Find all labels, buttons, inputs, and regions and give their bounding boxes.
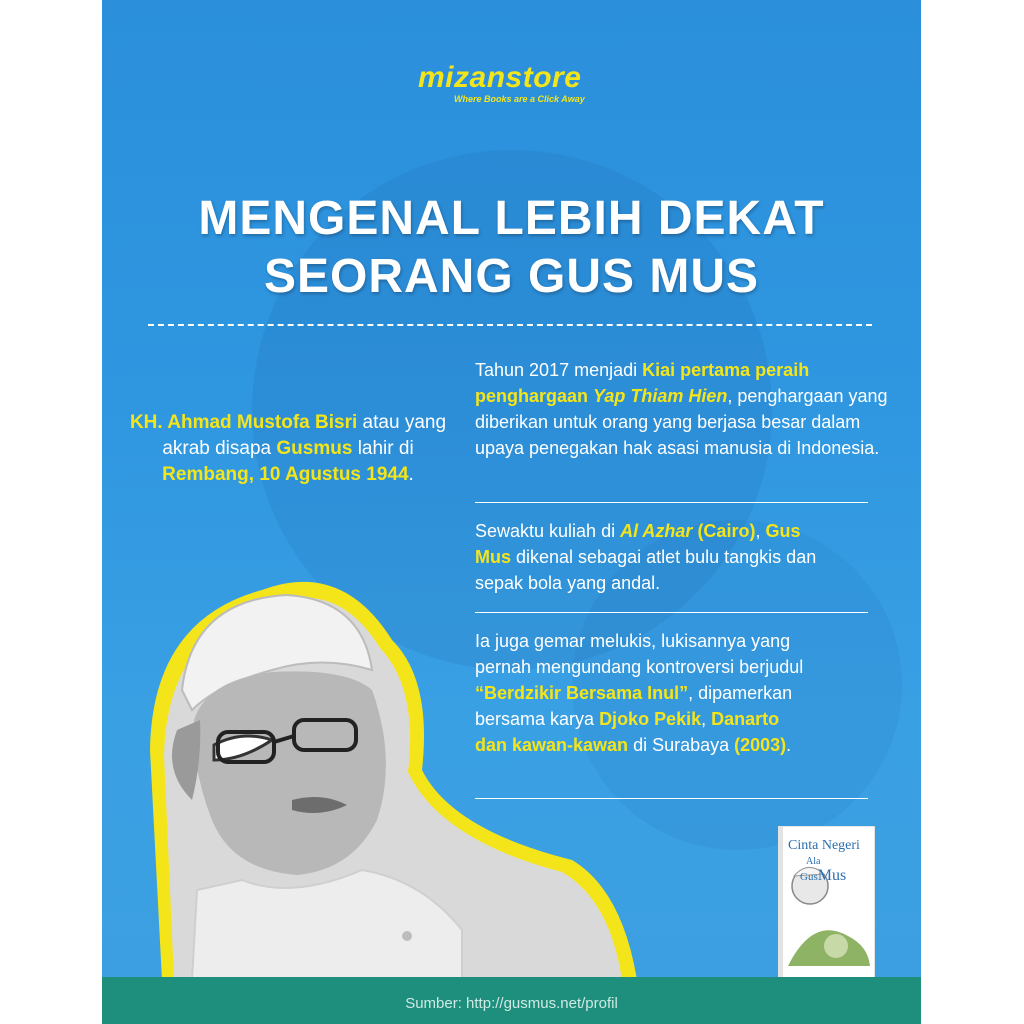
fact-text: , penghargaan yang diberikan untuk orang yang berjasa besar dalam upaya penegakan hak asasi manusia di Indonesia. [475, 386, 888, 458]
book-title-line-3 [788, 869, 873, 884]
fact-highlight: (Cairo) [692, 521, 756, 541]
book-title-mus: Mus [817, 867, 847, 884]
fact-text: Ia juga gemar melukis, lukisannya yang pernah mengundang kontroversi berjudul [475, 631, 804, 677]
source-citation[interactable]: Sumber: http://gusmus.net/profil [405, 995, 618, 1012]
fact-text: dikenal sebagai atlet bulu tangkis dan sepak bola yang andal. [475, 547, 817, 593]
fact-award [475, 357, 903, 461]
brand-name: mizanstore [418, 61, 582, 94]
fact-text: , [755, 521, 766, 541]
birth-info: Rembang, 10 Agustus 1944 [162, 464, 409, 485]
book-title-ala: Ala [806, 856, 821, 867]
fact-highlight: Kiai pertama peraih penghargaan [475, 360, 810, 406]
intro-text-part: lahir di [352, 438, 414, 459]
page-title [102, 190, 921, 306]
intro-text-part: . [408, 464, 414, 485]
brand-tagline: Where Books are a Click Away [454, 94, 585, 104]
fact-text: Sewaktu kuliah di [475, 521, 621, 541]
fact-highlight: Al Azhar [620, 521, 693, 541]
brand-logo[interactable] [418, 62, 608, 104]
fact-highlight: “Berdzikir Bersama Inul” [475, 683, 689, 703]
fact-text: di Surabaya [628, 735, 735, 755]
book-title-gus: Gus [800, 871, 818, 883]
book-title-line-1: Cinta Negeri [788, 838, 860, 853]
book-title [788, 838, 873, 884]
section-divider [475, 502, 868, 503]
fact-highlight: Djoko Pekik [599, 709, 702, 729]
poster [102, 0, 921, 1024]
title-line-1: MENGENAL LEBIH DEKAT [198, 192, 825, 245]
intro-text [122, 410, 454, 488]
fact-highlight: Danarto dan kawan-kawan [475, 709, 780, 755]
fact-text: , dipamerkan bersama karya [475, 683, 793, 729]
fact-text: Tahun 2017 menjadi [475, 360, 643, 380]
fact-highlight: (2003) [734, 735, 787, 755]
portrait-photo [122, 560, 642, 980]
fact-highlight: Gus Mus [475, 521, 801, 567]
title-line-2: SEORANG GUS MUS [263, 250, 760, 303]
fact-text: . [786, 735, 792, 755]
fact-text: , [701, 709, 712, 729]
book-cover[interactable] [778, 826, 875, 996]
full-name: KH. Ahmad Mustofa Bisri [129, 412, 358, 433]
intro-text-part: atau yang akrab disapa [162, 412, 447, 459]
nickname: Gusmus [276, 438, 353, 459]
fact-highlight: Yap Thiam Hien [593, 386, 728, 406]
dashed-divider [148, 324, 872, 326]
